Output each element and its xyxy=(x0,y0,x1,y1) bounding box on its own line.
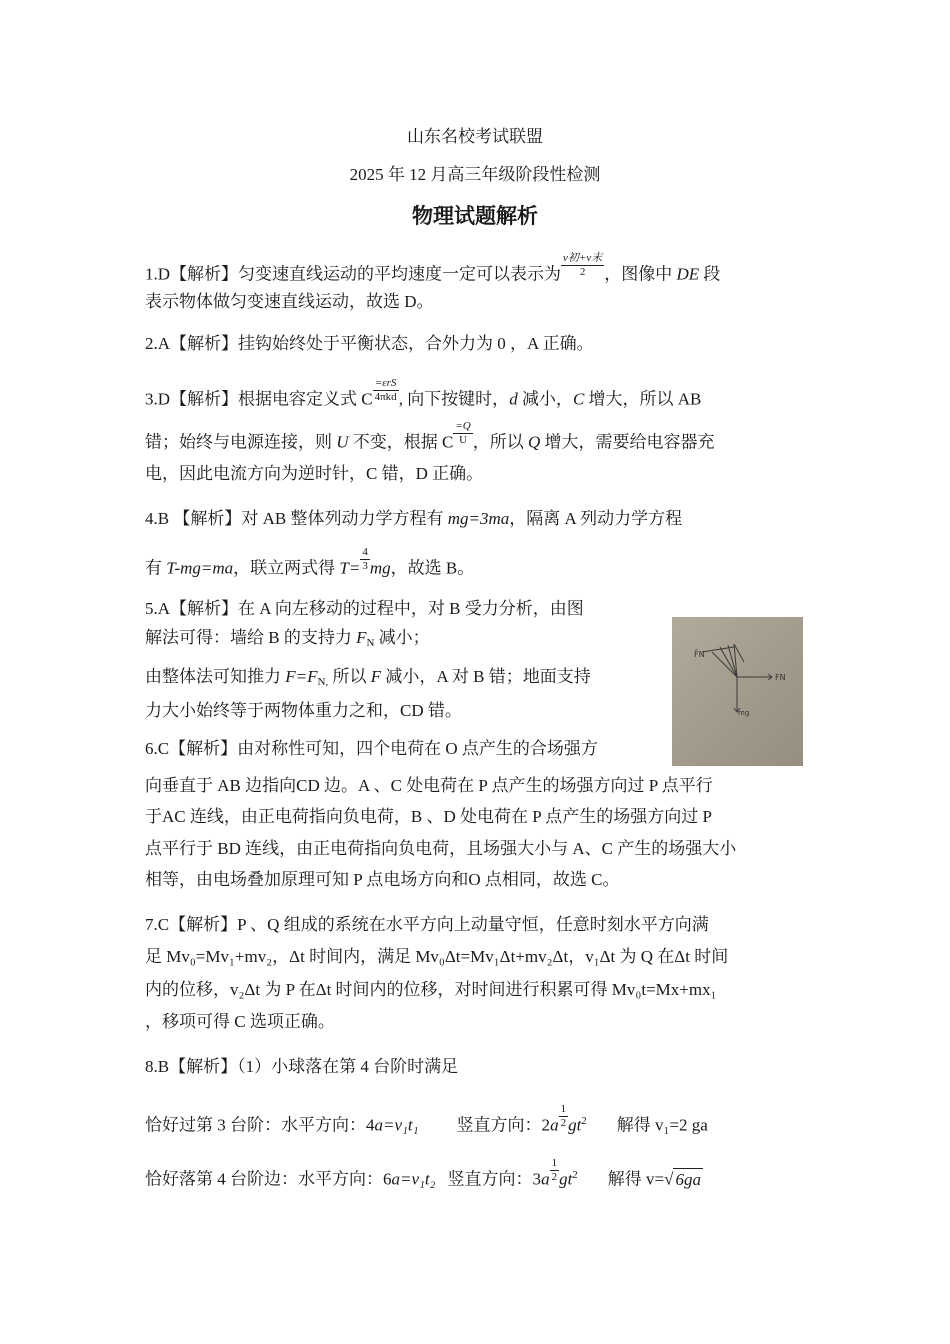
q6-line4: 点平行于 BD 连线，由正电荷指向负电荷，且场强大小与 A、C 产生的场强大小 xyxy=(145,839,737,858)
page-title: 物理试题解析 xyxy=(412,204,538,228)
q6-line2: 向垂直于 AB 边指向CD 边。A 、C 处电荷在 P 点产生的场强方向过 P 点平行 xyxy=(145,776,713,795)
q7-line4: ，移项可得 C 选项正确。 xyxy=(145,1012,335,1031)
q7-line1: 7.C【解析】P 、Q 组成的系统在水平方向上动量守恒，任意时刻水平方向满 xyxy=(145,915,709,934)
q5-line3: 由整体法可知推力 $F=F_{N,}$ 所以 F 减小，A 对 B 错；地面支持 xyxy=(145,667,591,688)
org-name: 山东名校考试联盟 xyxy=(407,127,543,146)
q1-line2: 表示物体做匀变速直线运动，故选 D。 xyxy=(145,292,434,311)
exam-name: 2025 年 12 月高三年级阶段性检测 xyxy=(349,165,601,184)
q3-line1: 3.D【解析】根据电容定义式 C $\frac{\text{=εrS}}{\text{4πkd}}$ , 向下按键时，d 减小，C 增大，所以 AB xyxy=(145,377,702,409)
q6-line1: 6.C【解析】由对称性可知，四个电荷在 O 点产生的合场强方 xyxy=(145,739,598,758)
mg-label: mg xyxy=(738,709,750,717)
q3-line3: 电，因此电流方向为逆时针，C 错，D 正确。 xyxy=(145,464,484,483)
q6-line3: 于AC 连线，由正电荷指向负电荷，B 、D 处电荷在 P 点产生的场强方向过 P xyxy=(145,807,713,826)
fn-label: FN xyxy=(775,673,786,682)
q4-line1: 4.B 【解析】对 AB 整体列动力学方程有 mg=3ma，隔离 A 列动力学方程 xyxy=(145,509,683,528)
fn-bar-label: F̄N xyxy=(694,650,705,659)
q7-line2: 足 Mv₀=Mv₁+mv₂，Δt 时间内，满足 Mv₀Δt=Mv₁Δt+mv₂Δt，v₁Δt 为 Q 在Δt 时间 xyxy=(145,947,729,966)
q3-line2: 错；始终与电源连接，则 U 不变，根据 C $\frac{=Q}{U}$ ，所以 Q 增大，需要给电容器充 xyxy=(145,420,715,452)
q6-line5: 相等，由电场叠加原理可知 P 点电场方向和O 点相同，故选 C。 xyxy=(145,870,620,889)
force-diagram-photo xyxy=(672,617,803,766)
q8-line1: 8.B【解析】（1）小球落在第 4 台阶时满足 xyxy=(145,1057,459,1076)
q1-fraction: $\frac{\text{v初+v末}}{2}$ xyxy=(563,252,603,278)
q4-line2: 有 T-mg=ma，联立两式得 T= $\frac{4}{3}$ mg，故选 B。 xyxy=(145,546,475,578)
q7-line3: 内的位移，v₂Δt 为 P 在Δt 时间内的位移，对时间进行积累可得 Mv₀t=Mx+mx₁ xyxy=(145,980,717,999)
q1-line1: 1.D【解析】匀变速直线运动的平均速度一定可以表示为 $\frac{\text{v初+v末}}{2}$ ，图像中 DE 段 xyxy=(145,252,721,284)
q5-line2: 解法可得：墙给 B 的支持力 $F_N$ 减小； xyxy=(145,628,430,649)
q8-line3: 恰好落第 4 台阶边：水平方向：6a=v₁t₂ 竖直方向：3a $\frac{1}{2}$ $gt^2$ 解得 v=√ 6ga xyxy=(145,1157,701,1189)
q5-line4: 力大小始终等于两物体重力之和，CD 错。 xyxy=(145,701,462,720)
q5-line1: 5.A【解析】在 A 向左移动的过程中，对 B 受力分析，由图 xyxy=(145,599,584,618)
q2-line1: 2.A【解析】挂钩始终处于平衡状态，合外力为 0 ，A 正确。 xyxy=(145,334,594,353)
q8-line2: 恰好过第 3 台阶：水平方向：4a=v₁t₁ 竖直方向：2a $\frac{1}{2}$ $gt^2$ 解得 v₁=2 ga xyxy=(145,1103,708,1135)
